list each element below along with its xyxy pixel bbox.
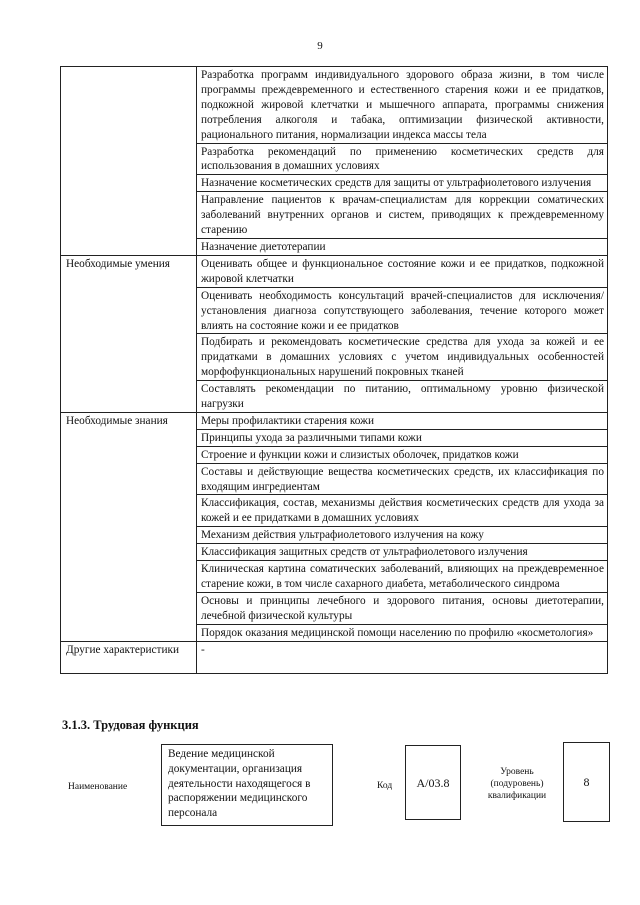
row-text: Оценивать необходимость консультаций врачей-специалистов для исключения/установления диагноза сопутствующего заболевания, течение которого может влиять на состояние кожи и ее придатков xyxy=(197,287,608,334)
row-text: Порядок оказания медицинской помощи населению по профилю «косметология» xyxy=(197,624,608,641)
qualification-level-box: 8 xyxy=(563,742,610,822)
competency-table xyxy=(60,66,608,674)
row-text: Принципы ухода за различными типами кожи xyxy=(197,429,608,446)
row-label-skills: Необходимые умения xyxy=(61,255,197,412)
row-text: Классификация защитных средств от ультрафиолетового излучения xyxy=(197,544,608,561)
section-title: 3.1.3. Трудовая функция xyxy=(62,718,199,732)
row-text: Назначение косметических средств для защиты от ультрафиолетового излучения xyxy=(197,175,608,192)
level-label: Уровень (подуровень) квалификации xyxy=(487,767,547,801)
row-label-other: Другие характеристики xyxy=(61,641,197,673)
row-text: Подбирать и рекомендовать косметические средства для ухода за кожей и ее придатками в домашних условиях с учетом индивидуальных особенностей морфофункциональных нарушений покровных тканей xyxy=(197,334,608,381)
row-label xyxy=(61,67,197,256)
row-text: - xyxy=(197,641,608,673)
row-text: Строение и функции кожи и слизистых оболочек, придатков кожи xyxy=(197,446,608,463)
page-number: 9 xyxy=(317,40,323,52)
row-text: Составлять рекомендации по питанию, оптимальному уровню физической нагрузки xyxy=(197,381,608,413)
row-text: Разработка программ индивидуального здорового образа жизни, в том числе программы преждевременного и естественного старения кожи и ее придатков, подкожной жировой клетчатки и мышечного аппарата, программы снижения потребления алкоголя и табака, оптимизации физической активности, рационального питания, нормализации индекса массы тела xyxy=(197,67,608,144)
row-text: Классификация, состав, механизмы действия косметических средств для ухода за кожей и ее придатками в домашних условиях xyxy=(197,495,608,527)
row-text: Оценивать общее и функциональное состояние кожи и ее придатков, подкожной жировой клетчатки xyxy=(197,255,608,287)
table-row xyxy=(61,412,608,429)
table-row xyxy=(61,67,608,144)
row-label-knowledge: Необходимые знания xyxy=(61,412,197,641)
row-text: Меры профилактики старения кожи xyxy=(197,412,608,429)
table-row xyxy=(61,641,608,673)
row-text: Назначение диетотерапии xyxy=(197,238,608,255)
row-text: Разработка рекомендаций по применению косметических средств для использования в домашних условиях xyxy=(197,143,608,175)
function-name-box: Ведение медицинской документации, организация деятельности находящегося в распоряжении медицинского персонала xyxy=(161,744,333,826)
row-text: Направление пациентов к врачам-специалистам для коррекции соматических заболеваний внутренних органов и систем, приводящих к преждевременному старению xyxy=(197,192,608,239)
row-text: Основы и принципы лечебного и здорового питания, основы диетотерапии, лечебной физической культуры xyxy=(197,592,608,624)
function-code-box: А/03.8 xyxy=(405,745,461,820)
row-text: Составы и действующие вещества косметических средств, их классификация по входящим ингредиентам xyxy=(197,463,608,495)
code-label: Код xyxy=(377,781,393,791)
name-label: Наименование xyxy=(68,782,128,792)
table-row xyxy=(61,255,608,287)
row-text: Механизм действия ультрафиолетового излучения на кожу xyxy=(197,527,608,544)
row-text: Клиническая картина соматических заболеваний, влияющих на преждевременное старение кожи, в том числе сахарного диабета, метаболического синдрома xyxy=(197,561,608,593)
